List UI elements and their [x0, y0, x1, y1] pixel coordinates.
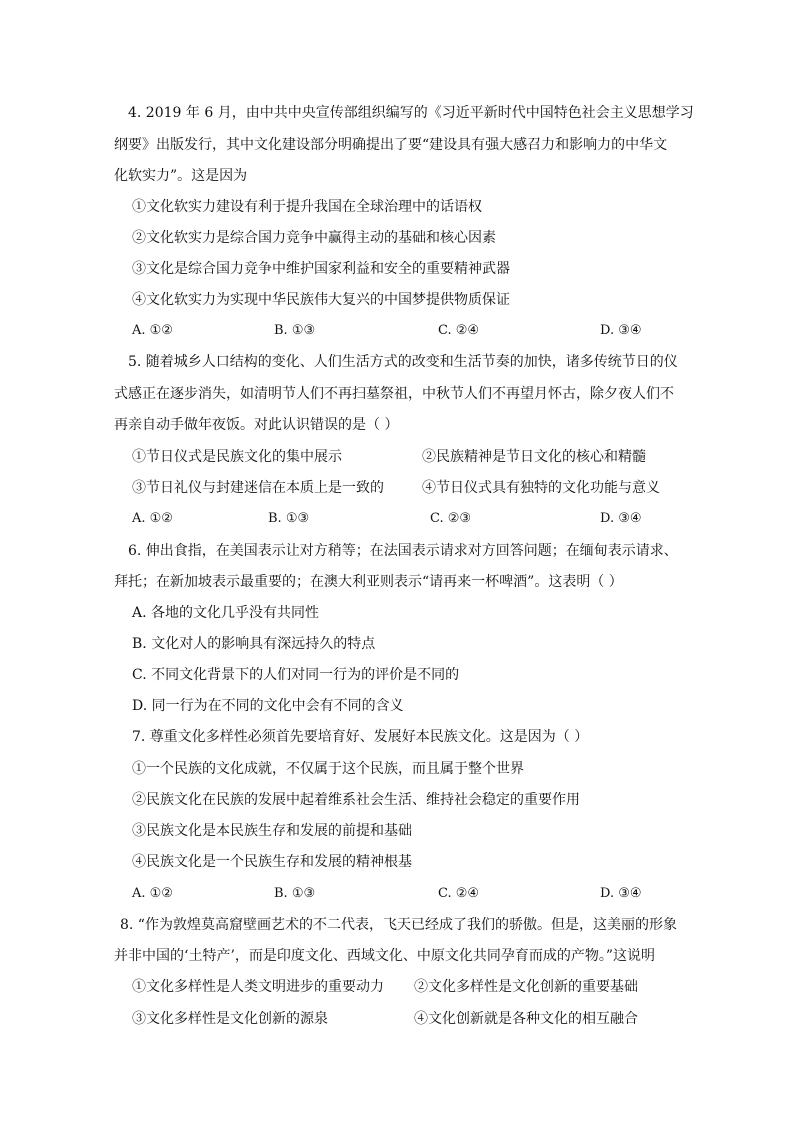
answer-option: C. ②③: [430, 511, 472, 526]
statement-item: ④民族文化是一个民族生存和发展的精神根基: [132, 854, 412, 870]
question-stem-line: 拜托；在新加坡表示最重要的；在澳大利亚则表示“请再来一杯啤酒”。这表明（ ）: [114, 574, 623, 590]
question-stem-line: 并非中国的‘土特产’，而是印度文化、西域文化、中原文化共同孕育而成的产物。”这说明: [114, 948, 656, 964]
answer-option: B. ①③: [268, 511, 310, 526]
statement-item: ①文化软实力建设有利于提升我国在全球治理中的话语权: [132, 199, 482, 215]
answer-option: D. ③④: [600, 511, 642, 526]
statement-item: ②文化软实力是综合国力竞争中赢得主动的基础和核心因素: [132, 230, 496, 246]
answer-option: D. 同一行为在不同的文化中会有不同的含义: [132, 698, 404, 714]
answer-option: C. ②④: [438, 323, 480, 338]
question-stem-line: 式感正在逐步消失，如清明节人们不再扫墓祭祖，中秋节人们不再望月怀古，除夕夜人们不: [114, 386, 674, 402]
answer-option: A. ①②: [132, 511, 173, 526]
statement-item: ②文化多样性是文化创新的重要基础: [414, 979, 638, 995]
statement-item: ③文化是综合国力竞争中维护国家利益和安全的重要精神武器: [132, 261, 510, 277]
statement-item: ③节日礼仪与封建迷信在本质上是一致的: [132, 480, 384, 496]
statement-item: ①一个民族的文化成就，不仅属于这个民族，而且属于整个世界: [132, 761, 524, 777]
statement-item: ①文化多样性是人类文明进步的重要动力: [132, 979, 384, 995]
statement-item: ③文化多样性是文化创新的源泉: [132, 1011, 328, 1027]
statement-item: ③民族文化是本民族生存和发展的前提和基础: [132, 823, 412, 839]
question-stem-line: 化软实力”。这是因为: [114, 168, 248, 184]
question-stem-line: 6. 伸出食指，在美国表示让对方稍等；在法国表示请求对方回答问题；在缅甸表示请求、: [128, 543, 678, 559]
statement-item: ④节日仪式具有独特的文化功能与意义: [422, 480, 660, 496]
answer-option: B. ①③: [274, 886, 316, 901]
answer-option: C. 不同文化背景下的人们对同一行为的评价是不同的: [132, 667, 460, 683]
answer-option: A. ①②: [132, 323, 173, 338]
statement-item: ①节日仪式是民族文化的集中展示: [132, 449, 342, 465]
statement-item: ④文化创新就是各种文化的相互融合: [414, 1011, 638, 1027]
answer-option: D. ③④: [600, 323, 642, 338]
answer-option: B. 文化对人的影响具有深远持久的特点: [132, 636, 376, 652]
answer-option: C. ②④: [438, 886, 480, 901]
answer-option: D. ③④: [600, 886, 642, 901]
question-stem-line: 5. 随着城乡人口结构的变化、人们生活方式的改变和生活节奏的加快，诸多传统节日的仪: [128, 354, 678, 370]
answer-option: A. 各地的文化几乎没有共同性: [132, 605, 320, 621]
statement-item: ②民族精神是节日文化的核心和精髓: [422, 449, 646, 465]
question-stem-line: 再亲自动手做年夜饭。对此认识错误的是（ ）: [114, 417, 399, 433]
statement-item: ②民族文化在民族的发展中起着维系社会生活、维持社会稳定的重要作用: [132, 792, 580, 808]
question-stem-line: 7. 尊重文化多样性必须首先要培育好、发展好本民族文化。这是因为（ ）: [132, 729, 589, 745]
question-stem-line: 8. “作为敦煌莫高窟壁画艺术的不二代表，飞天已经成了我们的骄傲。但是，这美丽的形象: [120, 917, 677, 933]
question-stem-line: 纲要》出版发行，其中文化建设部分明确提出了要“建设具有强大感召力和影响力的中华文: [114, 137, 668, 153]
answer-option: B. ①③: [274, 323, 316, 338]
answer-option: A. ①②: [132, 886, 173, 901]
statement-item: ④文化软实力为实现中华民族伟大复兴的中国梦提供物质保证: [132, 292, 510, 308]
question-stem-line: 4. 2019 年 6 月，由中共中央宣传部组织编写的《习近平新时代中国特色社会主义思想学习: [128, 105, 694, 121]
